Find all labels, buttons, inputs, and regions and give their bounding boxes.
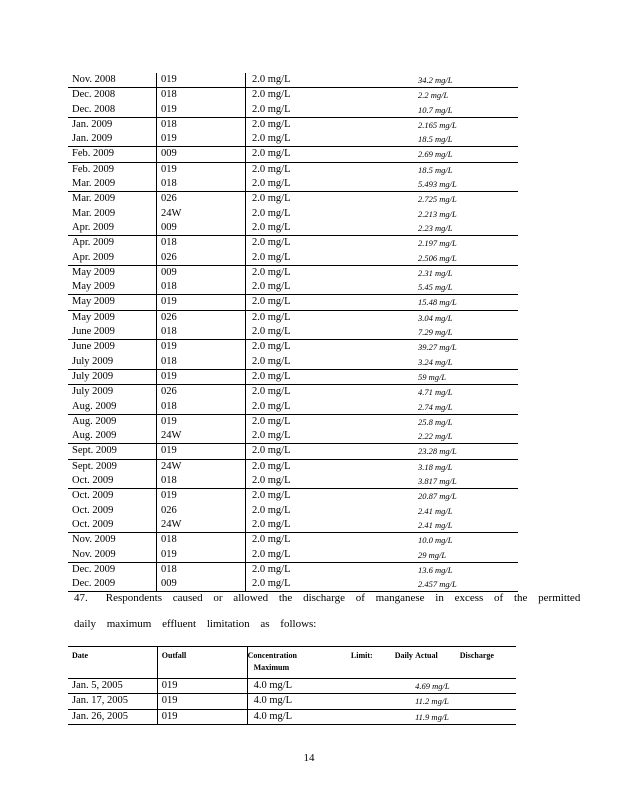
- outfall-cell: 026: [157, 192, 246, 207]
- limit-cell: 2.0 mg/L: [252, 103, 291, 115]
- table-row: [68, 533, 518, 548]
- paragraph-47-line2: daily maximum effluent limitation as follows:: [74, 618, 317, 630]
- date-cell: May 2009: [68, 295, 157, 310]
- table-row: [68, 251, 518, 266]
- actual-cell: 20.87 mg/L: [416, 489, 518, 504]
- table-row: [68, 562, 518, 577]
- outfall-cell: 026: [157, 310, 246, 325]
- actual-cell: 2.725 mg/L: [416, 192, 518, 207]
- date-cell: Aug. 2009: [68, 429, 157, 444]
- outfall-cell: 018: [157, 325, 246, 340]
- actual-cell: 11.2 mg/L: [413, 694, 516, 709]
- table-row: [68, 489, 518, 504]
- outfall-cell: 018: [157, 533, 246, 548]
- outfall-cell: 24W: [157, 429, 246, 444]
- actual-cell: 2.41 mg/L: [418, 505, 453, 516]
- header-date: Date: [68, 647, 157, 679]
- limit-cell: 2.0 mg/L: [246, 265, 417, 280]
- table-row: [68, 236, 518, 251]
- limit-cell: 2.0 mg/L: [246, 295, 417, 310]
- outfall-cell: 019: [157, 295, 246, 310]
- outfall-cell: 019: [157, 103, 246, 118]
- date-cell: July 2009: [68, 369, 157, 384]
- limit-cell: 2.0 mg/L: [246, 414, 417, 429]
- limit-cell: 2.0 mg/L: [246, 459, 417, 474]
- outfall-cell: 019: [157, 694, 247, 709]
- date-cell: Apr. 2009: [68, 221, 157, 236]
- outfall-cell: 019: [157, 414, 246, 429]
- date-cell: May 2009: [68, 280, 157, 295]
- limit-cell: 2.0 mg/L: [246, 533, 417, 548]
- limit-cell: 2.0 mg/L: [252, 355, 291, 367]
- header-outfall: Outfall: [157, 647, 247, 679]
- date-cell: Jan. 17, 2005: [68, 694, 157, 709]
- outfall-cell: 018: [157, 400, 246, 415]
- outfall-cell: 019: [157, 162, 246, 177]
- header-limit: [247, 647, 413, 679]
- table-row: [68, 88, 518, 103]
- outfall-cell: 009: [157, 147, 246, 162]
- date-cell: Sept. 2009: [68, 459, 157, 474]
- page-number: 14: [303, 752, 315, 764]
- outfall-cell: 018: [157, 355, 246, 370]
- actual-cell: 4.71 mg/L: [416, 385, 518, 400]
- table-row: [68, 518, 518, 533]
- outfall-cell: 009: [157, 577, 246, 592]
- outfall-cell: 019: [157, 73, 246, 88]
- date-cell: Jan. 2009: [68, 132, 157, 147]
- outfall-cell: 24W: [157, 459, 246, 474]
- outfall-cell: 018: [157, 88, 246, 103]
- table-row: [68, 429, 518, 444]
- table-row: [68, 548, 518, 563]
- table-row: [68, 295, 518, 310]
- limit-cell: 2.0 mg/L: [252, 207, 291, 219]
- header-discharge: Discharge: [459, 651, 494, 660]
- limit-cell: 2.0 mg/L: [246, 444, 417, 459]
- outfall-cell: 018: [157, 474, 246, 489]
- outfall-cell: 009: [157, 265, 246, 280]
- outfall-cell: 026: [157, 504, 246, 518]
- date-cell: Jan. 26, 2005: [68, 709, 157, 724]
- actual-cell: 3.817 mg/L: [418, 476, 457, 487]
- table-row: [68, 444, 518, 459]
- table-row: [68, 369, 518, 384]
- limit-cell: 2.0 mg/L: [252, 178, 291, 190]
- date-cell: May 2009: [68, 310, 157, 325]
- limit-cell: 4.0 mg/L: [247, 679, 413, 694]
- outfall-cell: 019: [157, 340, 246, 355]
- actual-cell: 2.2 mg/L: [416, 88, 518, 103]
- actual-cell: 5.493 mg/L: [418, 179, 457, 190]
- paragraph-text-1: Respondents caused or allowed the discharge of manganese in excess of the permitted: [105, 592, 581, 604]
- limit-cell: 2.0 mg/L: [252, 281, 291, 293]
- date-cell: Apr. 2009: [68, 236, 157, 251]
- date-cell: Aug. 2009: [68, 400, 157, 415]
- outfall-cell: 018: [157, 236, 246, 251]
- date-cell: Feb. 2009: [68, 147, 157, 162]
- actual-cell: 2.23 mg/L: [418, 222, 453, 233]
- paragraph-47-line1: [74, 592, 580, 604]
- limit-cell: 2.0 mg/L: [246, 192, 417, 207]
- date-cell: Nov. 2009: [68, 548, 157, 563]
- table-row: [68, 679, 516, 694]
- table-row: [68, 709, 516, 724]
- limit-cell: 2.0 mg/L: [252, 221, 291, 233]
- table-row: [68, 177, 518, 192]
- table-row: [68, 340, 518, 355]
- table-row: [68, 117, 518, 132]
- actual-cell: 2.41 mg/L: [418, 519, 453, 530]
- actual-cell: 29 mg/L: [418, 549, 447, 560]
- table-row: [68, 414, 518, 429]
- actual-cell: 2.31 mg/L: [416, 265, 518, 280]
- date-cell: Jan. 2009: [68, 117, 157, 132]
- limit-cell: 2.0 mg/L: [246, 562, 417, 577]
- limit-cell: 2.0 mg/L: [246, 236, 417, 251]
- outfall-cell: 026: [157, 251, 246, 266]
- table-row: [68, 694, 516, 709]
- limit-cell: 4.0 mg/L: [247, 709, 413, 724]
- discharge-table-top-body: [68, 73, 518, 592]
- limit-cell: 2.0 mg/L: [246, 310, 417, 325]
- table-header-row: [68, 647, 516, 679]
- actual-cell: 18.5 mg/L: [418, 134, 453, 145]
- date-cell: July 2009: [68, 385, 157, 400]
- outfall-cell: 24W: [157, 518, 246, 533]
- outfall-cell: 018: [157, 117, 246, 132]
- limit-cell: 2.0 mg/L: [252, 326, 291, 338]
- date-cell: July 2009: [68, 355, 157, 370]
- actual-cell: 4.69 mg/L: [413, 679, 516, 694]
- limit-cell: 2.0 mg/L: [246, 340, 417, 355]
- date-cell: Oct. 2009: [68, 474, 157, 489]
- limit-cell: 2.0 mg/L: [252, 430, 291, 442]
- date-cell: Feb. 2009: [68, 162, 157, 177]
- actual-cell: 18.5 mg/L: [416, 162, 518, 177]
- outfall-cell: 018: [157, 562, 246, 577]
- outfall-cell: 018: [157, 280, 246, 295]
- limit-cell: 2.0 mg/L: [246, 117, 417, 132]
- outfall-cell: 019: [157, 679, 247, 694]
- limit-cell: 4.0 mg/L: [247, 694, 413, 709]
- table-row: [68, 280, 518, 295]
- limit-cell: 2.0 mg/L: [246, 385, 417, 400]
- actual-cell: 10.0 mg/L: [416, 533, 518, 548]
- limit-cell: 2.0 mg/L: [252, 475, 291, 487]
- actual-cell: 11.9 mg/L: [413, 709, 516, 724]
- table-row: [68, 385, 518, 400]
- manganese-table: [68, 646, 516, 725]
- actual-cell: 2.74 mg/L: [418, 401, 453, 412]
- limit-cell: 2.0 mg/L: [246, 147, 417, 162]
- date-cell: June 2009: [68, 325, 157, 340]
- date-cell: Sept. 2009: [68, 444, 157, 459]
- table-row: [68, 147, 518, 162]
- actual-cell: 2.213 mg/L: [418, 208, 457, 219]
- date-cell: Oct. 2009: [68, 489, 157, 504]
- table-row: [68, 474, 518, 489]
- date-cell: Dec. 2008: [68, 88, 157, 103]
- outfall-cell: 019: [157, 489, 246, 504]
- outfall-cell: 019: [157, 132, 246, 147]
- outfall-cell: 019: [157, 548, 246, 563]
- date-cell: June 2009: [68, 340, 157, 355]
- outfall-cell: 019: [157, 369, 246, 384]
- actual-cell: 2.69 mg/L: [416, 147, 518, 162]
- actual-cell: 3.18 mg/L: [416, 459, 518, 474]
- header-actual-label: Actual: [415, 651, 438, 660]
- header-daily: Daily: [394, 651, 413, 660]
- actual-cell: 23.28 mg/L: [416, 444, 518, 459]
- discharge-table-top: [68, 73, 518, 592]
- table-row: [68, 355, 518, 370]
- outfall-cell: 009: [157, 221, 246, 236]
- actual-cell: 2.22 mg/L: [418, 431, 453, 442]
- limit-cell: 2.0 mg/L: [252, 548, 291, 560]
- actual-cell: 39.27 mg/L: [416, 340, 518, 355]
- table-row: [68, 459, 518, 474]
- date-cell: May 2009: [68, 265, 157, 280]
- limit-cell: 2.0 mg/L: [246, 489, 417, 504]
- date-cell: Mar. 2009: [68, 177, 157, 192]
- table-row: [68, 73, 518, 88]
- limit-cell: 2.0 mg/L: [252, 400, 291, 412]
- outfall-cell: 018: [157, 177, 246, 192]
- table-row: [68, 207, 518, 221]
- table-row: [68, 400, 518, 415]
- limit-cell: 2.0 mg/L: [246, 88, 417, 103]
- actual-cell: 3.24 mg/L: [418, 356, 453, 367]
- table-row: [68, 265, 518, 280]
- date-cell: Nov. 2009: [68, 533, 157, 548]
- table-row: [68, 310, 518, 325]
- outfall-cell: 019: [157, 709, 247, 724]
- actual-cell: 25.8 mg/L: [416, 414, 518, 429]
- limit-cell: 2.0 mg/L: [246, 162, 417, 177]
- table-row: [68, 103, 518, 118]
- date-cell: Dec. 2008: [68, 103, 157, 118]
- outfall-cell: 019: [157, 444, 246, 459]
- header-limit-label: Limit:: [350, 651, 373, 660]
- date-cell: Nov. 2008: [68, 73, 157, 88]
- table-row: [68, 132, 518, 147]
- table-row: [68, 325, 518, 340]
- outfall-cell: 24W: [157, 207, 246, 221]
- actual-cell: 10.7 mg/L: [418, 104, 453, 115]
- actual-cell: 15.48 mg/L: [416, 295, 518, 310]
- actual-cell: 59 mg/L: [416, 369, 518, 384]
- actual-cell: 2.197 mg/L: [416, 236, 518, 251]
- actual-cell: 2.457 mg/L: [416, 577, 518, 592]
- date-cell: Mar. 2009: [68, 192, 157, 207]
- table-row: [68, 577, 518, 592]
- date-cell: Apr. 2009: [68, 251, 157, 266]
- date-cell: Jan. 5, 2005: [68, 679, 157, 694]
- header-actual: [413, 647, 516, 679]
- table-row: [68, 221, 518, 236]
- actual-cell: 34.2 mg/L: [418, 75, 453, 85]
- table-row: [68, 504, 518, 518]
- header-maximum: Maximum: [253, 663, 290, 672]
- actual-cell: 13.6 mg/L: [416, 562, 518, 577]
- limit-cell: 2.0 mg/L: [246, 577, 417, 592]
- actual-cell: 7.29 mg/L: [418, 327, 453, 338]
- date-cell: Mar. 2009: [68, 207, 157, 221]
- paragraph-number: 47.: [74, 592, 88, 604]
- table-row: [68, 162, 518, 177]
- actual-cell: 3.04 mg/L: [416, 310, 518, 325]
- actual-cell: 2.506 mg/L: [418, 252, 457, 263]
- outfall-cell: 026: [157, 385, 246, 400]
- limit-cell: 2.0 mg/L: [252, 518, 291, 530]
- limit-cell: 2.0 mg/L: [252, 74, 291, 85]
- actual-cell: 5.45 mg/L: [418, 282, 453, 293]
- limit-cell: 2.0 mg/L: [252, 133, 291, 145]
- table-row: [68, 192, 518, 207]
- limit-cell: 2.0 mg/L: [252, 504, 291, 516]
- manganese-table-body: [68, 647, 516, 725]
- date-cell: Aug. 2009: [68, 414, 157, 429]
- actual-cell: 2.165 mg/L: [416, 117, 518, 132]
- header-concentration: Concentration: [247, 651, 297, 660]
- date-cell: Dec. 2009: [68, 562, 157, 577]
- date-cell: Dec. 2009: [68, 577, 157, 592]
- limit-cell: 2.0 mg/L: [246, 369, 417, 384]
- date-cell: Oct. 2009: [68, 518, 157, 533]
- limit-cell: 2.0 mg/L: [252, 251, 291, 263]
- date-cell: Oct. 2009: [68, 504, 157, 518]
